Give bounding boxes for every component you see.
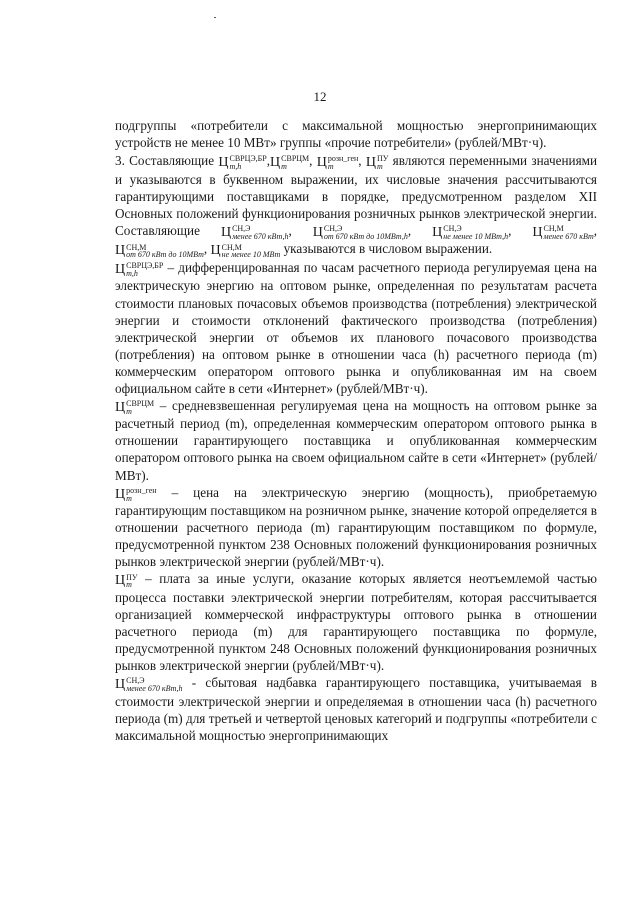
formula-symbol: Ц ПУ m bbox=[365, 154, 389, 172]
definition-sn-e bbox=[115, 674, 597, 744]
definition-text: - сбытовая надбавка гарантирующего поставщика, учитываемая в стоимости электрической энергии и определяемая в отношении часа (h) расчетного периода (m) для третьей и четвертой ценовых категорий и подгруппы «потребители с максимальной мощностью энергопринимающих bbox=[115, 675, 598, 743]
formula-symbol: Ц розн_ген m bbox=[316, 154, 359, 172]
definition-pu bbox=[115, 570, 597, 674]
definition-text: – цена на электрическую энергию (мощность), приобретаемую гарантирующим поставщиком на розничном рынке, значение которой определяется в отношении расчетного периода (m) гарантирующим поставщиком по формуле, предусмотренной пунктом 238 Основных положений функционирования розничных рынков электрической энергии (рублей/МВт·ч). bbox=[115, 484, 597, 570]
text-fragment: указываются bbox=[283, 241, 356, 257]
definition-rozn-gen bbox=[115, 484, 597, 571]
formula-symbol: Ц СН,Э не менее 10 МВт,h bbox=[432, 224, 509, 241]
definition-text: – плата за иные услуги, оказание которых является неотъемлемой частью процесса поставки электрической энергии потребителям, которая рассчитывается организацией коммерческой инфраструктуры оптового рынка в отношении расчетного периода (m) для гарантирующего поставщика по формуле, предусмотренной пунктом 248 Основных положений функционирования розничных рынков электрической энергии (рублей/МВт·ч). bbox=[115, 571, 598, 674]
formula-symbol: Ц СН,Э менее 670 кВт,h bbox=[115, 676, 183, 694]
text-fragment: в числовом выражении. bbox=[359, 241, 493, 257]
text-line: подгруппы «потребители с максимальной мощностью энергопринимающих bbox=[115, 118, 597, 133]
document-body bbox=[115, 117, 597, 744]
definition-text: – средневзвешенная регулируемая цена на мощность на оптовом рынке за расчетный период (m), определенная коммерческим оператором оптового рынка в отношении гарантирующего поставщика и опубликованная коммерческим оператором оптового рынка на своем официальном сайте в сети «Интернет» (рублей/МВт). bbox=[115, 397, 597, 483]
page-number: 12 bbox=[313, 89, 327, 104]
definition-text: – дифференцированная по часам расчетного периода регулируемая цена на электрическую энергию на оптовом рынке, определенная по результатам расчета стоимости плановых почасовых объемов производства (потребления) электрической энергии и стоимости отклонений фактического производства (потребления) электрической энергии от объемов их планового почасового производства (потребления) на оптовом рынке в отношении часа (h) расчетного периода (m) коммерческим оператором оптового рынка и опубликованная им на своем официальном сайте в сети «Интернет» (рублей/МВт·ч). bbox=[115, 259, 597, 396]
formula-symbol: Ц СН,Э менее 670 кВт,h bbox=[220, 224, 289, 241]
formula-symbol: Ц СВРЦМ m bbox=[115, 399, 155, 416]
formula-symbol: Ц СН,М не менее 10 МВт bbox=[210, 242, 281, 260]
text-line: устройств не менее 10 МВт» группы «прочие потребители» (рублей/МВт·ч). bbox=[115, 135, 547, 151]
formula-symbol: Ц СН,Э от 670 кВт до 10МВт,h bbox=[312, 224, 408, 241]
formula-symbol: Ц СН,М менее 670 кВт bbox=[532, 224, 594, 241]
definition-svrtsm bbox=[115, 397, 597, 484]
scan-speck bbox=[214, 17, 216, 18]
formula-symbol: Ц СВРЦМ m bbox=[270, 154, 310, 172]
text-fragment: значениями и указываются в буквенном выражении, их числовые значения рассчитываются гарантирующими поставщиками в порядке, предусмотренном разделом XII Основных положений функционирования розничных рынков электрической энергии. Составляющие bbox=[115, 153, 598, 238]
text-fragment: являются переменными bbox=[392, 153, 528, 169]
formula-symbol: Ц ПУ m bbox=[115, 572, 138, 590]
formula-symbol: Ц СВРЦЭ,БР m,h bbox=[115, 261, 164, 278]
paragraph-continuation bbox=[115, 117, 597, 151]
formula-symbol: Ц СВРЦЭ,БР m,h bbox=[218, 154, 267, 172]
formula-symbol: Ц СН,М от 670 кВт до 10МВт bbox=[115, 242, 204, 260]
paragraph-components: 3. Составляющие Ц СВРЦЭ,БР m,h ,Ц СВРЦМ m , Ц розн_ген m , Ц ПУ m являются переменными значениями и указываются в буквенном выражении, их числовые значения рассчитываются гарантирующими поставщиками в порядке, предусмотренном разделом XII Основных положений функционирования розничных рынков электрической энергии. Составляющие Ц СН,Э менее 670 кВт,h , Ц СН,Э от 670 кВт до 10МВт,h , Ц СН,Э не менее 10 МВт,h , Ц СН,М менее 670 кВт , Ц СН,М от 670 кВт до 10МВт , Ц СН,М не менее 10 МВт указываются в числовом выражении. bbox=[115, 153, 598, 260]
formula-symbol: Ц розн_ген m bbox=[115, 485, 157, 503]
text-fragment: 3. Составляющие bbox=[115, 153, 215, 169]
definition-svrtse-br bbox=[115, 259, 597, 397]
